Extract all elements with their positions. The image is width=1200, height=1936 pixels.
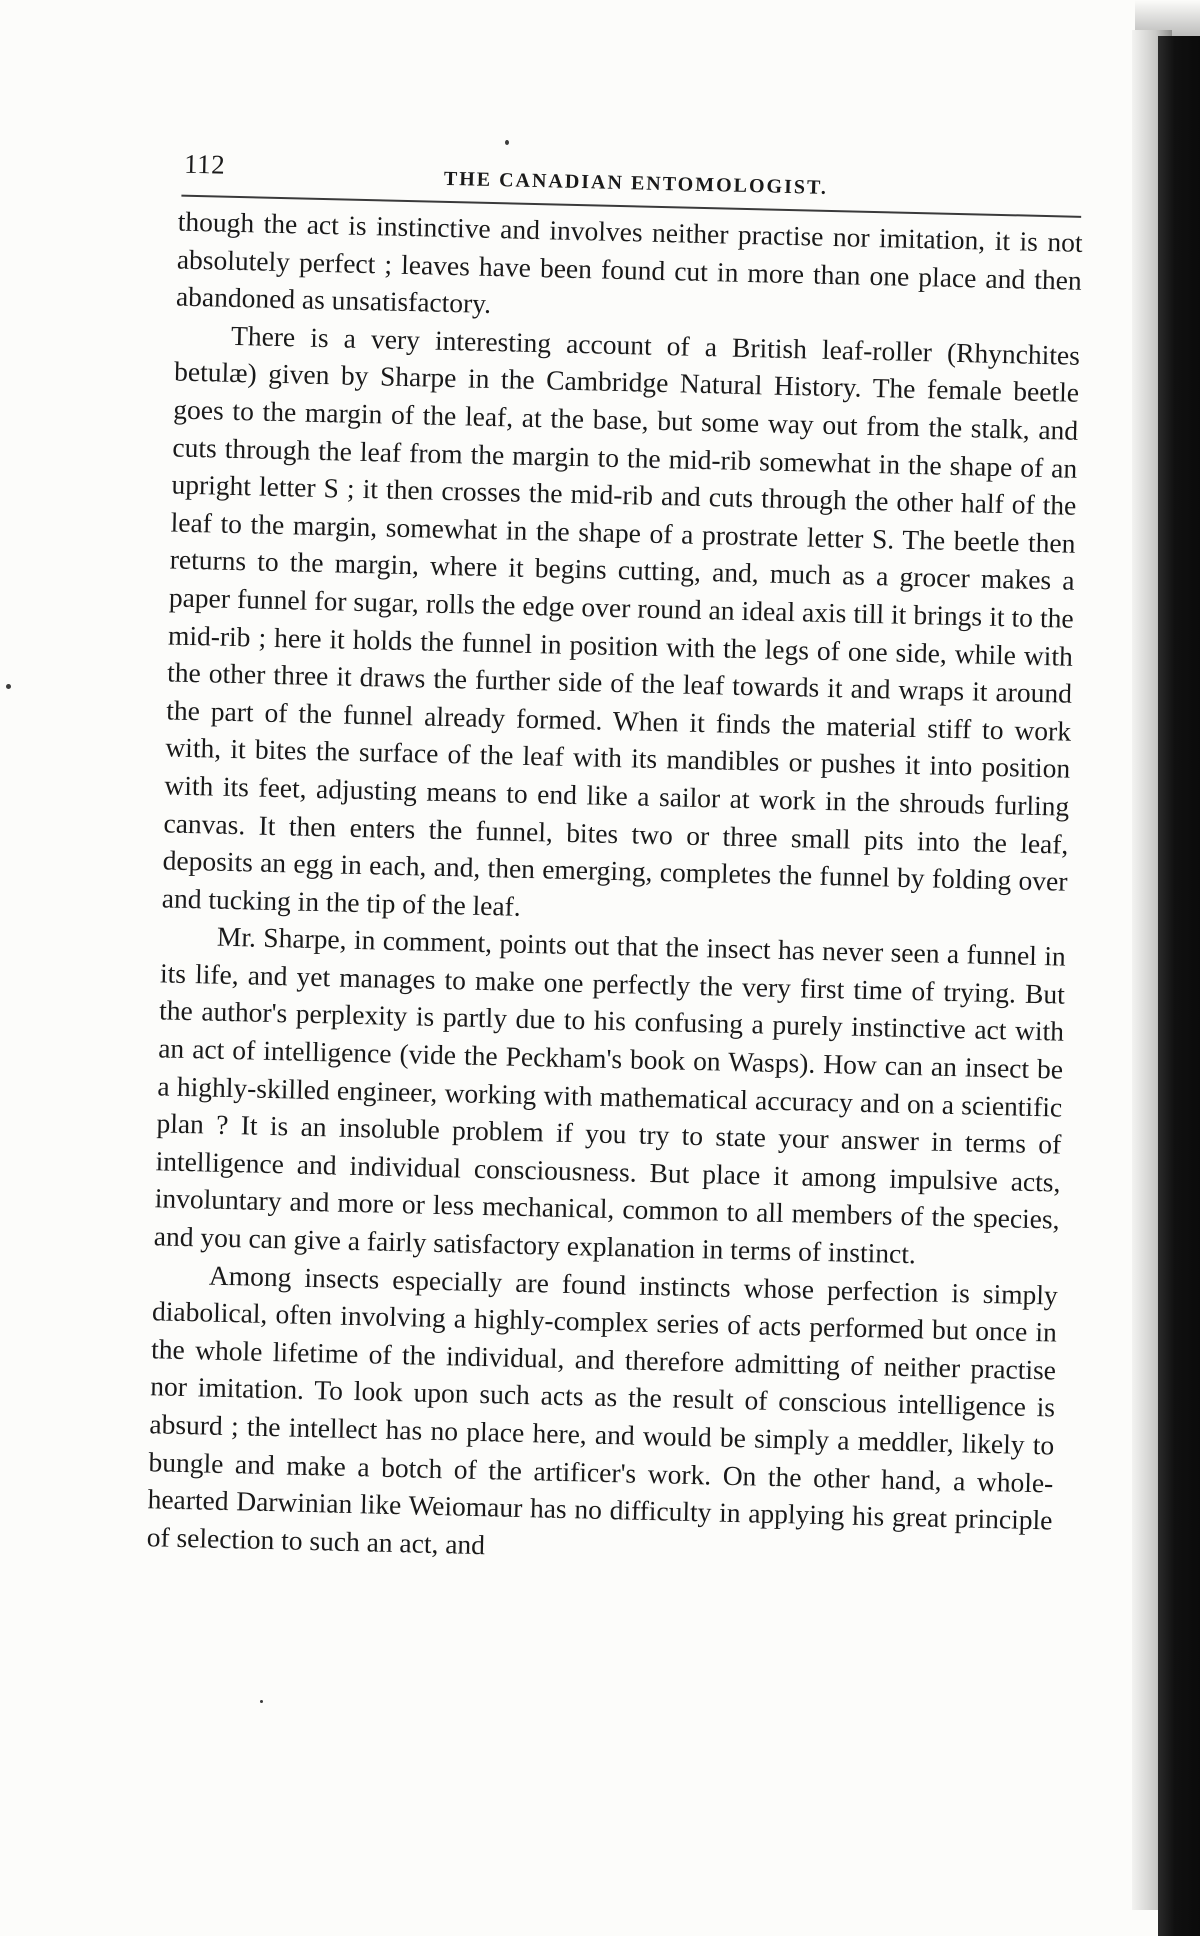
dust-speck [6, 684, 11, 689]
paragraph-leaf-roller-account: There is a very interesting account of a British leaf-roller (Rhynchites betulæ) given by Sharpe in the Cambridge Natural History. The female beetle goes to the margin of the leaf, at the base, but some way out from the stalk, and cuts through the leaf from the margin to the mid-rib somewhat in the shape of an upright letter S ; it then crosses the mid-rib and cuts through the other half of the leaf to the margin, somewhat in the shape of a prostrate letter S. The beetle then returns to the margin, where it begins cutting, and, much as a grocer makes a paper funnel for sugar, rolls the edge over round an ideal axis till it brings it to the mid-rib ; here it holds the funnel in position with the legs of one side, while with the other three it draws the further side of the leaf towards it and wraps it around the part of the funnel already formed. When it finds the material stiff to work with, it bites the surface of the leaf with its mandibles or pushes it into position with its feet, adjusting means to end like a sailor at work in the shrouds furling canvas. It then enters the funnel, bites two or three small pits into the leaf, deposits an egg in each, and, then emerging, completes the funnel by folding over and tucking in the tip of the leaf. [161, 319, 1081, 922]
paragraph-sharpe-comment: Mr. Sharpe, in comment, points out that the insect has never seen a funnel in its life, and yet manages to make one perfectly the very first time of trying. But the author's perplexity is partly due to his confusing a purely instinctive act with an act of intelligence (vide the Peckham's book on Wasps). How can an insect be a highly-skilled engineer, working with mathematical accuracy and on a scientific plan ? It is an insoluble problem if you try to state your answer in terms of intelligence and individual consciousness. But place it among impulsive acts, involuntary and more or less mechanical, common to all members of the species, and you can give a fairly satisfactory explanation in terms of instinct. [153, 920, 1067, 1270]
dust-speck [260, 1700, 263, 1703]
page-text-block [122, 128, 1115, 1568]
scan-dark-margin [1158, 36, 1200, 1936]
page-header [153, 128, 1114, 215]
paragraph-continued: though the act is instinctive and involves neither practise nor imitation, it is not absolutely perfect ; leaves have been found cut in more than one place and then abandoned as unsatisfactory. [175, 205, 1083, 320]
running-title: THE CANADIAN ENTOMOLOGIST. [443, 167, 829, 199]
page-number: 112 [183, 148, 226, 180]
paragraph-insect-instincts: Among insects especially are found instincts whose perfection is simply diabolical, often involving a highly-complex series of acts performed but once in the whole lifetime of the individual, and therefore admitting of neither practise nor imitation. To look upon such acts as the result of conscious intelligence is absurd ; the intellect has no place here, and would be simply a meddler, likely to bungle and make a botch of the artificer's work. On the other hand, a whole-hearted Darwinian like Weiomaur has no difficulty in applying his great principle of selection to such an act, and [146, 1259, 1059, 1560]
body-text [146, 203, 1083, 1577]
